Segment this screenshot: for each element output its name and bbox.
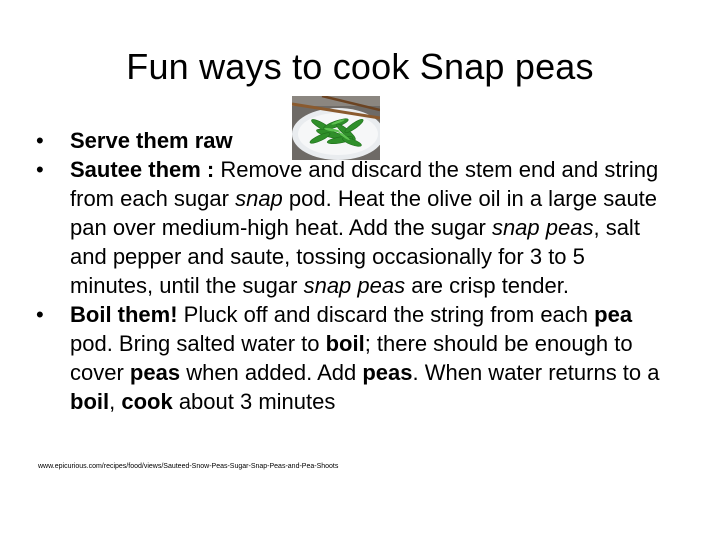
- bullet-text: pod. Heat the olive oil in a large saute pan over medium-high heat. Add the sugar: [70, 186, 658, 240]
- bullet-text: boil: [325, 331, 365, 356]
- bullet-heading: Boil them!: [70, 302, 178, 327]
- bullet-text: snap peas: [303, 273, 406, 298]
- bullet-text: snap: [235, 186, 283, 211]
- bullet-text: about 3 minutes: [172, 389, 336, 414]
- bullet-text: , salt and pepper and saute, tossing occasionally for 3 to 5 minutes, until the sugar: [70, 215, 640, 298]
- bullet-text: cook: [121, 389, 173, 414]
- bullet-text: ,: [109, 389, 122, 414]
- bullet-heading: Sautee them :: [70, 157, 215, 182]
- bullet-text: pea: [594, 302, 633, 327]
- source-link[interactable]: www.epicurious.com/recipes/food/views/Sauteed-Snow-Peas-Sugar-Snap-Peas-and-Pea-Shoots: [38, 463, 339, 470]
- bullet-text: Pluck off and discard the string from each: [177, 302, 595, 327]
- slide-title: Fun ways to cook Snap peas: [126, 46, 594, 87]
- bullet-boil: [30, 300, 670, 416]
- bullet-text: pod. Bring salted water to: [70, 331, 326, 356]
- bullet-serve-raw: [30, 126, 670, 155]
- bullet-text: peas: [129, 360, 181, 385]
- cooking-methods-list: [30, 126, 670, 416]
- bullet-text: . When water returns to a: [412, 360, 660, 385]
- bullet-text: snap peas: [491, 215, 594, 240]
- bullet-text: are crisp tender.: [405, 273, 569, 298]
- bullet-text: when added. Add: [180, 360, 363, 385]
- bullet-sautee: [30, 155, 670, 300]
- bullet-text: Remove and discard the stem end and string from each sugar: [70, 157, 659, 211]
- bullet-text: Serve them raw: [70, 128, 233, 153]
- bullet-text: peas: [362, 360, 413, 385]
- bullet-text: boil: [70, 389, 110, 414]
- bullet-text: ; there should be enough to cover: [70, 331, 633, 385]
